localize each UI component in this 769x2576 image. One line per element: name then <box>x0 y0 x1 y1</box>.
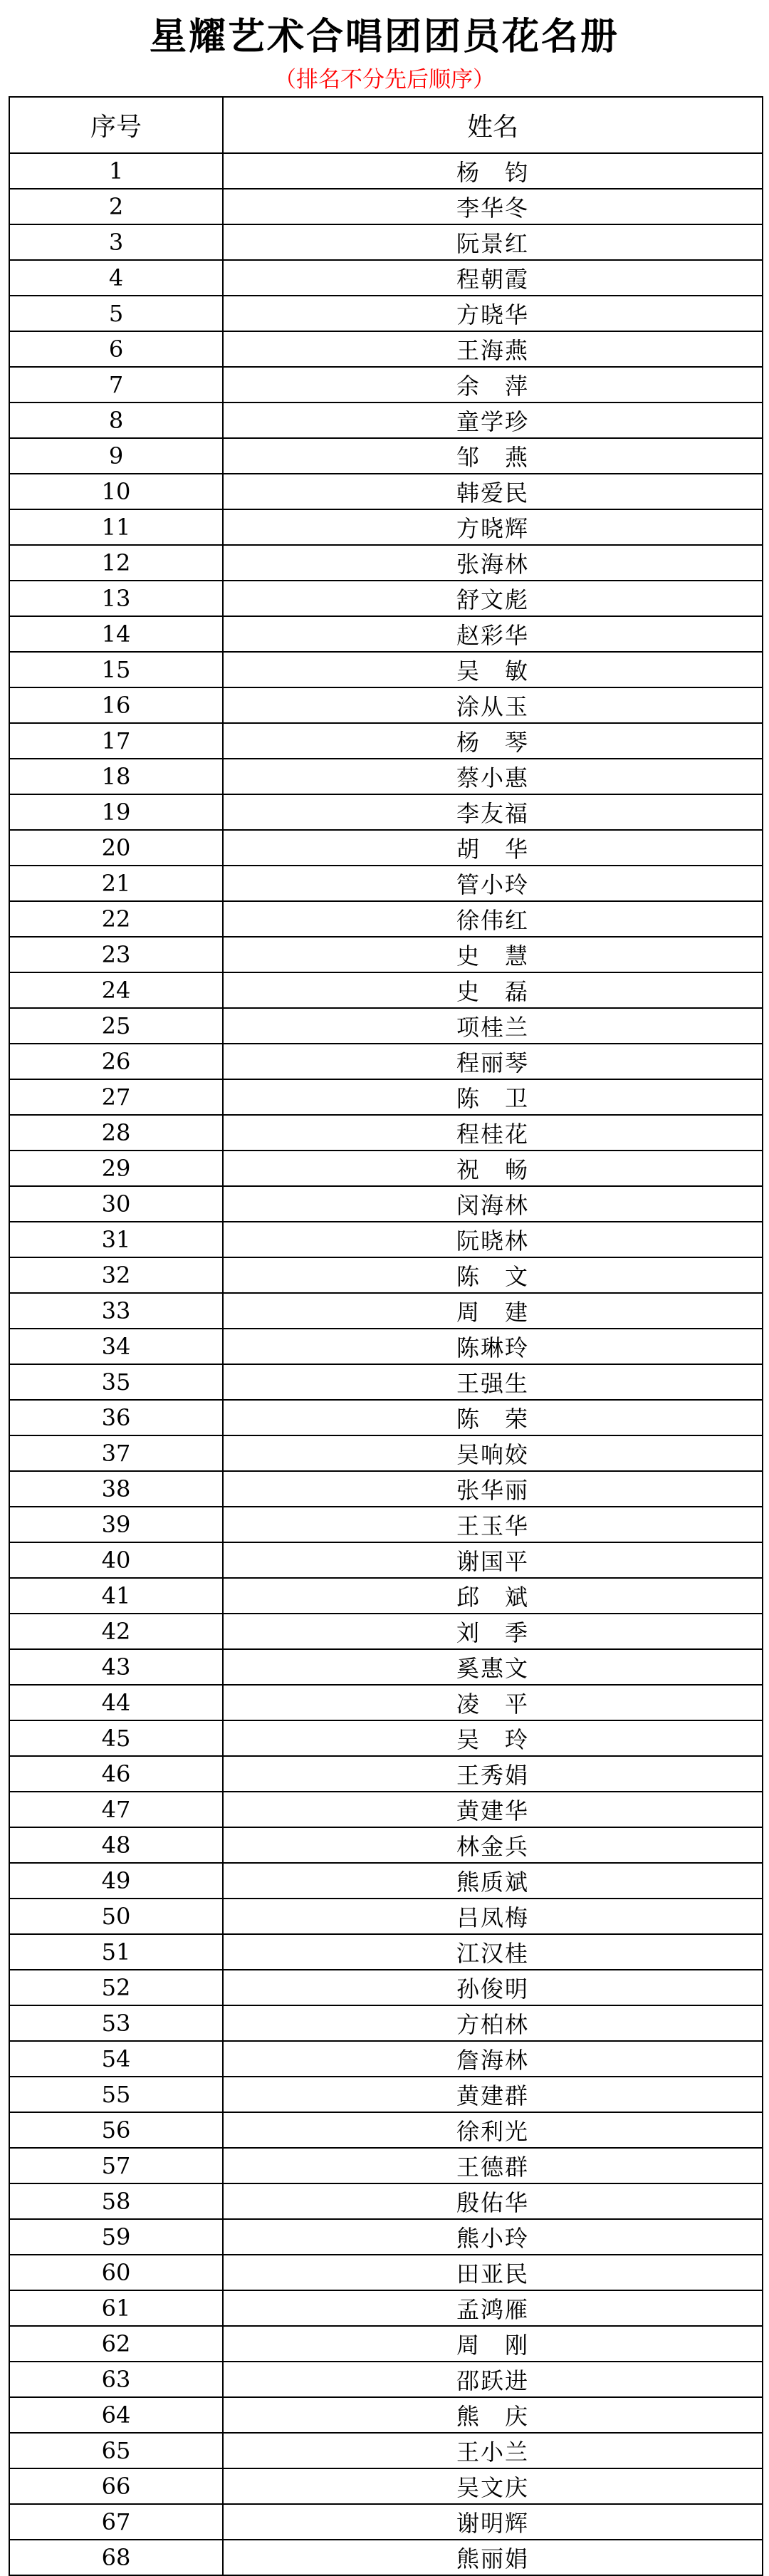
member-number: 20 <box>9 830 223 866</box>
member-name: 熊 庆 <box>223 2397 763 2433</box>
table-row <box>9 224 763 260</box>
table-row <box>9 616 763 652</box>
member-number: 39 <box>9 1507 223 1542</box>
member-name: 杨 钧 <box>223 153 763 189</box>
member-number: 6 <box>9 331 223 367</box>
member-name: 孟鸿雁 <box>223 2290 763 2326</box>
table-row <box>9 1435 763 1471</box>
member-number: 42 <box>9 1614 223 1649</box>
member-name: 邵跃进 <box>223 2362 763 2397</box>
member-name: 林金兵 <box>223 1827 763 1863</box>
table-row <box>9 2112 763 2148</box>
table-row <box>9 2183 763 2219</box>
member-name: 王小兰 <box>223 2433 763 2468</box>
member-number: 58 <box>9 2183 223 2219</box>
member-name: 闵海林 <box>223 1186 763 1222</box>
member-number: 14 <box>9 616 223 652</box>
table-row <box>9 2362 763 2397</box>
table-row <box>9 2255 763 2290</box>
member-name: 周 刚 <box>223 2326 763 2362</box>
member-name: 黄建华 <box>223 1792 763 1827</box>
page-subtitle: （排名不分先后顺序） <box>274 67 495 93</box>
member-name: 徐利光 <box>223 2112 763 2148</box>
table-row <box>9 2148 763 2183</box>
member-name: 余 萍 <box>223 367 763 402</box>
member-number: 62 <box>9 2326 223 2362</box>
table-row <box>9 1079 763 1115</box>
table-row <box>9 1222 763 1257</box>
member-name: 舒文彪 <box>223 581 763 616</box>
column-header-name: 姓名 <box>223 97 763 153</box>
member-number: 33 <box>9 1293 223 1329</box>
member-number: 66 <box>9 2468 223 2504</box>
table-row <box>9 830 763 866</box>
member-number: 36 <box>9 1400 223 1435</box>
member-number: 30 <box>9 1186 223 1222</box>
table-row <box>9 972 763 1008</box>
member-name: 熊质斌 <box>223 1863 763 1899</box>
table-row <box>9 367 763 402</box>
member-name: 程丽琴 <box>223 1044 763 1079</box>
table-row <box>9 2041 763 2077</box>
member-name: 陈 卫 <box>223 1079 763 1115</box>
member-number: 50 <box>9 1899 223 1934</box>
member-name: 王秀娟 <box>223 1756 763 1792</box>
table-row <box>9 1257 763 1293</box>
member-number: 37 <box>9 1435 223 1471</box>
member-name: 赵彩华 <box>223 616 763 652</box>
roster-table-head <box>9 97 763 153</box>
table-row <box>9 1863 763 1899</box>
table-row <box>9 2540 763 2575</box>
table-row <box>9 1756 763 1792</box>
member-name: 吴文庆 <box>223 2468 763 2504</box>
column-header-number: 序号 <box>9 97 223 153</box>
member-number: 68 <box>9 2540 223 2575</box>
member-number: 59 <box>9 2219 223 2255</box>
table-row <box>9 1578 763 1614</box>
member-number: 48 <box>9 1827 223 1863</box>
table-row <box>9 1115 763 1151</box>
member-name: 吕凤梅 <box>223 1899 763 1934</box>
member-name: 凌 平 <box>223 1685 763 1720</box>
table-row <box>9 545 763 581</box>
table-row <box>9 937 763 972</box>
table-row <box>9 723 763 759</box>
member-name: 孙俊明 <box>223 1970 763 2005</box>
member-name: 王德群 <box>223 2148 763 2183</box>
table-row <box>9 1970 763 2005</box>
member-number: 44 <box>9 1685 223 1720</box>
member-name: 项桂兰 <box>223 1008 763 1044</box>
member-name: 熊丽娟 <box>223 2540 763 2575</box>
member-name: 江汉桂 <box>223 1934 763 1970</box>
member-number: 22 <box>9 901 223 937</box>
member-number: 51 <box>9 1934 223 1970</box>
member-number: 63 <box>9 2362 223 2397</box>
member-number: 9 <box>9 438 223 474</box>
member-name: 方晓华 <box>223 296 763 331</box>
member-name: 祝 畅 <box>223 1151 763 1186</box>
member-number: 60 <box>9 2255 223 2290</box>
table-row <box>9 901 763 937</box>
member-name: 蔡小惠 <box>223 759 763 794</box>
member-number: 13 <box>9 581 223 616</box>
member-name: 韩爱民 <box>223 474 763 509</box>
member-number: 11 <box>9 509 223 545</box>
member-number: 25 <box>9 1008 223 1044</box>
member-name: 王玉华 <box>223 1507 763 1542</box>
member-number: 1 <box>9 153 223 189</box>
member-name: 程桂花 <box>223 1115 763 1151</box>
member-number: 67 <box>9 2504 223 2540</box>
member-name: 詹海林 <box>223 2041 763 2077</box>
member-number: 10 <box>9 474 223 509</box>
member-number: 23 <box>9 937 223 972</box>
member-name: 谢明辉 <box>223 2504 763 2540</box>
member-name: 张华丽 <box>223 1471 763 1507</box>
member-number: 56 <box>9 2112 223 2148</box>
table-row <box>9 1542 763 1578</box>
member-number: 21 <box>9 866 223 901</box>
member-number: 19 <box>9 794 223 830</box>
member-name: 胡 华 <box>223 830 763 866</box>
member-name: 熊小玲 <box>223 2219 763 2255</box>
table-row <box>9 260 763 296</box>
member-number: 29 <box>9 1151 223 1186</box>
table-row <box>9 509 763 545</box>
table-row <box>9 1186 763 1222</box>
member-name: 管小玲 <box>223 866 763 901</box>
member-number: 53 <box>9 2005 223 2041</box>
table-row <box>9 2005 763 2041</box>
member-name: 邱 斌 <box>223 1578 763 1614</box>
table-row <box>9 2290 763 2326</box>
member-name: 陈 文 <box>223 1257 763 1293</box>
member-number: 46 <box>9 1756 223 1792</box>
table-row <box>9 1614 763 1649</box>
table-row <box>9 1329 763 1364</box>
member-number: 61 <box>9 2290 223 2326</box>
table-row <box>9 581 763 616</box>
member-number: 3 <box>9 224 223 260</box>
member-number: 8 <box>9 402 223 438</box>
member-number: 43 <box>9 1649 223 1685</box>
table-row <box>9 1649 763 1685</box>
member-name: 谢国平 <box>223 1542 763 1578</box>
member-name: 张海林 <box>223 545 763 581</box>
table-row <box>9 759 763 794</box>
table-row <box>9 794 763 830</box>
table-row <box>9 438 763 474</box>
table-row <box>9 1044 763 1079</box>
table-row <box>9 331 763 367</box>
member-name: 李华冬 <box>223 189 763 224</box>
member-name: 徐伟红 <box>223 901 763 937</box>
member-number: 45 <box>9 1720 223 1756</box>
table-row <box>9 652 763 687</box>
table-row <box>9 474 763 509</box>
member-name: 程朝霞 <box>223 260 763 296</box>
member-name: 吴 玲 <box>223 1720 763 1756</box>
member-name: 陈琳玲 <box>223 1329 763 1364</box>
member-name: 杨 琴 <box>223 723 763 759</box>
table-row <box>9 1471 763 1507</box>
member-number: 40 <box>9 1542 223 1578</box>
table-row <box>9 1151 763 1186</box>
table-row <box>9 189 763 224</box>
member-number: 28 <box>9 1115 223 1151</box>
member-name: 田亚民 <box>223 2255 763 2290</box>
table-row <box>9 296 763 331</box>
member-number: 47 <box>9 1792 223 1827</box>
table-row <box>9 1792 763 1827</box>
member-name: 邹 燕 <box>223 438 763 474</box>
roster-table-body <box>9 153 763 2575</box>
member-number: 31 <box>9 1222 223 1257</box>
member-number: 38 <box>9 1471 223 1507</box>
member-number: 16 <box>9 687 223 723</box>
table-row <box>9 1364 763 1400</box>
member-number: 18 <box>9 759 223 794</box>
member-name: 涂从玉 <box>223 687 763 723</box>
table-row <box>9 1400 763 1435</box>
member-number: 52 <box>9 1970 223 2005</box>
table-row <box>9 153 763 189</box>
member-number: 57 <box>9 2148 223 2183</box>
member-name: 方柏林 <box>223 2005 763 2041</box>
table-row <box>9 2219 763 2255</box>
member-name: 吴响姣 <box>223 1435 763 1471</box>
member-number: 24 <box>9 972 223 1008</box>
member-name: 黄建群 <box>223 2077 763 2112</box>
member-name: 刘 季 <box>223 1614 763 1649</box>
header-row <box>9 97 763 153</box>
table-row <box>9 1720 763 1756</box>
roster-table <box>9 96 763 2576</box>
member-number: 27 <box>9 1079 223 1115</box>
member-name: 殷佑华 <box>223 2183 763 2219</box>
member-name: 奚惠文 <box>223 1649 763 1685</box>
table-row <box>9 2326 763 2362</box>
member-number: 32 <box>9 1257 223 1293</box>
member-number: 41 <box>9 1578 223 1614</box>
member-number: 5 <box>9 296 223 331</box>
table-row <box>9 1685 763 1720</box>
member-name: 吴 敏 <box>223 652 763 687</box>
member-name: 史 磊 <box>223 972 763 1008</box>
member-number: 64 <box>9 2397 223 2433</box>
table-row <box>9 2397 763 2433</box>
member-number: 49 <box>9 1863 223 1899</box>
member-number: 4 <box>9 260 223 296</box>
member-name: 李友福 <box>223 794 763 830</box>
member-name: 王海燕 <box>223 331 763 367</box>
table-row <box>9 2504 763 2540</box>
table-row <box>9 402 763 438</box>
table-row <box>9 2433 763 2468</box>
table-row <box>9 1293 763 1329</box>
member-number: 12 <box>9 545 223 581</box>
table-row <box>9 1934 763 1970</box>
member-name: 阮晓林 <box>223 1222 763 1257</box>
member-name: 方晓辉 <box>223 509 763 545</box>
member-name: 史 慧 <box>223 937 763 972</box>
table-row <box>9 1008 763 1044</box>
member-name: 周 建 <box>223 1293 763 1329</box>
member-name: 王强生 <box>223 1364 763 1400</box>
member-number: 34 <box>9 1329 223 1364</box>
table-row <box>9 1507 763 1542</box>
member-number: 55 <box>9 2077 223 2112</box>
member-number: 26 <box>9 1044 223 1079</box>
member-number: 17 <box>9 723 223 759</box>
member-name: 童学珍 <box>223 402 763 438</box>
table-row <box>9 2077 763 2112</box>
member-number: 15 <box>9 652 223 687</box>
member-number: 54 <box>9 2041 223 2077</box>
table-row <box>9 1899 763 1934</box>
table-row <box>9 687 763 723</box>
member-number: 7 <box>9 367 223 402</box>
page-title: 星耀艺术合唱团团员花名册 <box>149 15 619 58</box>
member-number: 2 <box>9 189 223 224</box>
member-name: 阮景红 <box>223 224 763 260</box>
table-row <box>9 2468 763 2504</box>
member-name: 陈 荣 <box>223 1400 763 1435</box>
member-number: 65 <box>9 2433 223 2468</box>
table-row <box>9 866 763 901</box>
member-number: 35 <box>9 1364 223 1400</box>
table-row <box>9 1827 763 1863</box>
